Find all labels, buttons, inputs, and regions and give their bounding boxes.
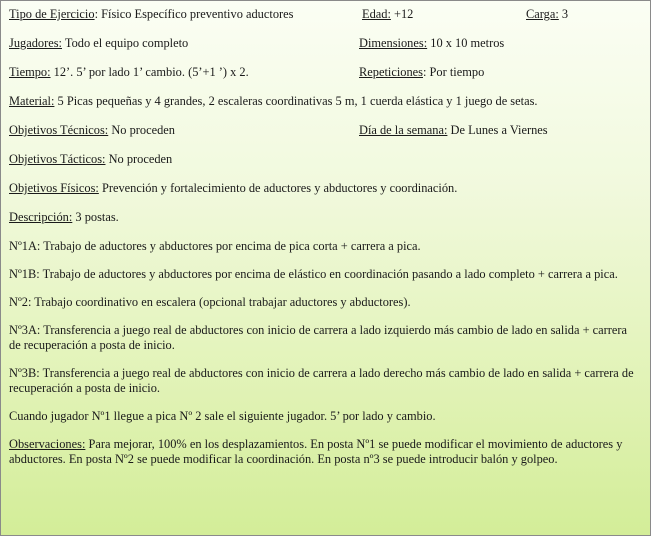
dimensiones-label: Dimensiones:: [359, 36, 428, 50]
obj-tecnicos-value: No proceden: [108, 123, 175, 137]
edad-label: Edad:: [362, 7, 391, 21]
obj-tacticos-label: Objetivos Tácticos:: [9, 152, 106, 166]
tiempo-label: Tiempo:: [9, 65, 51, 79]
row-objtecnicos-dia: [9, 123, 639, 138]
jugadores-field: [9, 36, 188, 51]
repeticiones-value: : Por tiempo: [423, 65, 485, 79]
posta-3a: Nº3A: Transferencia a juego real de abductores con inicio de carrera a lado izquierdo más cambio de lado en salida + carrera de recuperación a posta de inicio.: [9, 323, 628, 352]
observaciones-label: Observaciones:: [9, 437, 86, 451]
obj-fisicos-value: Prevención y fortalecimiento de aductores y abductores y coordinación.: [98, 181, 458, 195]
repeticiones-field: [359, 65, 484, 80]
observaciones-value: Para mejorar, 100% en los desplazamientos. En posta Nº1 se puede modificar el movimiento de aductores y abductores. En posta Nº2 se puede modificar la coordinación. En posta nº3 se puede introducir balón y golpeo.: [9, 437, 623, 466]
material-value: 5 Picas pequeñas y 4 grandes, 2 escaleras coordinativas 5 m, 1 cuerda elástica y 1 juego de setas.: [54, 94, 538, 108]
obj-tecnicos-field: [9, 123, 175, 138]
descripcion-field: [9, 210, 639, 225]
descripcion-value: 3 postas.: [72, 210, 119, 224]
jugadores-value: Todo el equipo completo: [62, 36, 189, 50]
observaciones-field: [9, 437, 639, 467]
tipo-field: [9, 7, 293, 22]
posta-3b: Nº3B: Transferencia a juego real de abductores con inicio de carrera a lado derecho más cambio de lado en salida + carrera de recuperación a posta de inicio.: [9, 366, 634, 395]
tipo-value: : Físico Específico preventivo aductores: [94, 7, 294, 21]
edad-value: +12: [390, 7, 414, 21]
posta-2: Nº2: Trabajo coordinativo en escalera (opcional trabajar aductores y abductores).: [9, 295, 411, 309]
obj-tacticos-field: [9, 152, 639, 167]
repeticiones-label: Repeticiones: [359, 65, 423, 79]
dimensiones-value: 10 x 10 metros: [427, 36, 505, 50]
dia-field: [359, 123, 548, 138]
sheet-content: [9, 7, 639, 467]
rotation-note: Cuando jugador Nº1 llegue a pica Nº 2 sale el siguiente jugador. 5’ por lado y cambio.: [9, 409, 436, 423]
posta-1a: Nº1A: Trabajo de aductores y abductores por encima de pica corta + carrera a pica.: [9, 239, 421, 253]
row-tiempo-repeticiones: [9, 65, 639, 80]
obj-fisicos-field: [9, 181, 639, 196]
obj-tacticos-value: No proceden: [105, 152, 173, 166]
tiempo-value: 12’. 5’ por lado 1’ cambio. (5’+1 ’) x 2.: [50, 65, 249, 79]
row-jugadores-dimensiones: [9, 36, 639, 51]
jugadores-label: Jugadores:: [9, 36, 62, 50]
obj-tecnicos-label: Objetivos Técnicos:: [9, 123, 109, 137]
edad-field: [362, 7, 413, 22]
dia-label: Día de la semana:: [359, 123, 448, 137]
material-label: Material:: [9, 94, 55, 108]
tiempo-field: [9, 65, 249, 80]
tipo-label: Tipo de Ejercicio: [9, 7, 95, 21]
obj-fisicos-label: Objetivos Físicos:: [9, 181, 99, 195]
row-tipo-edad-carga: [9, 7, 639, 22]
dia-value: De Lunes a Viernes: [447, 123, 548, 137]
carga-value: 3: [558, 7, 569, 21]
carga-field: [526, 7, 568, 22]
dimensiones-field: [359, 36, 504, 51]
posta-1b: Nº1B: Trabajo de aductores y abductores por encima de elástico en coordinación pasando a lado completo + carrera a pica.: [9, 267, 618, 281]
descripcion-label: Descripción:: [9, 210, 73, 224]
material-field: [9, 94, 639, 109]
carga-label: Carga:: [526, 7, 559, 21]
